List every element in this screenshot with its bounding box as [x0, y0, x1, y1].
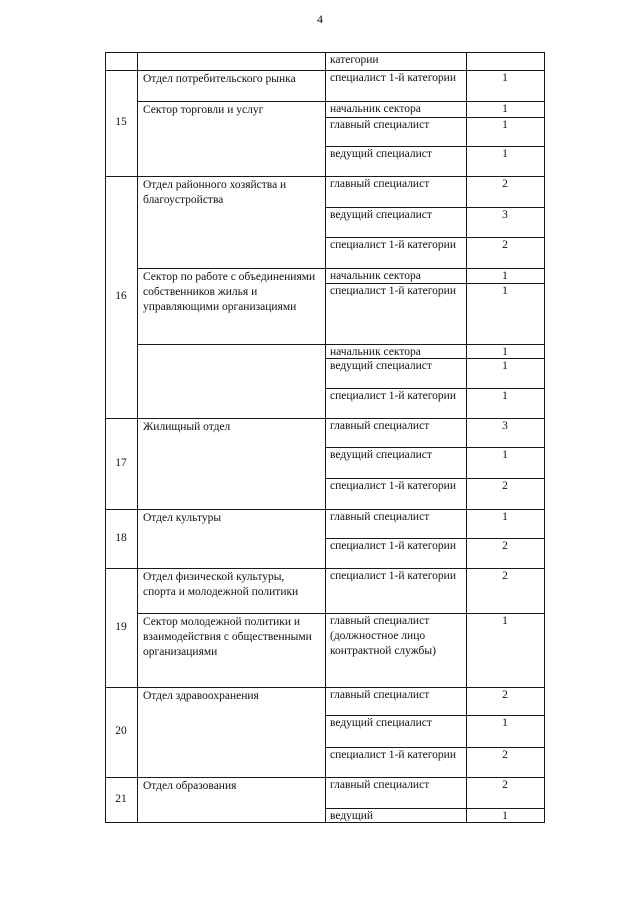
- staff-count: 1: [502, 103, 508, 115]
- position-title: специалист 1-й категории: [330, 239, 456, 251]
- table-hline: [137, 509, 325, 510]
- table-hline: [137, 344, 325, 345]
- table-hline: [137, 101, 325, 102]
- table-hline: [105, 70, 137, 71]
- row-number: 16: [115, 290, 127, 302]
- table-hline: [137, 176, 325, 177]
- row-number: 18: [115, 532, 127, 544]
- staff-count: 1: [502, 270, 508, 282]
- position-title: специалист 1-й категории: [330, 390, 456, 402]
- table-vline: [544, 52, 545, 823]
- position-title: ведущий: [330, 810, 374, 821]
- department-name: [143, 54, 319, 69]
- staff-count: 2: [502, 178, 508, 190]
- table-hline: [105, 418, 137, 419]
- row-number: [107, 53, 135, 69]
- department-name: Отдел здравоохранения: [143, 690, 259, 702]
- table-vline: [325, 52, 326, 823]
- department-name: Отдел культуры: [143, 512, 222, 524]
- table-hline: [137, 613, 325, 614]
- position-title: начальник сектора: [330, 103, 421, 115]
- position-title: ведущий специалист: [330, 209, 432, 221]
- staff-count: 2: [502, 779, 508, 791]
- table-vline: [466, 52, 467, 823]
- position-title: специалист 1-й категории: [330, 72, 456, 84]
- table-hline: [105, 568, 137, 569]
- table-hline: [105, 176, 137, 177]
- position-title: ведущий специалист: [330, 360, 432, 372]
- table-vline: [105, 52, 106, 823]
- table-hline: [105, 687, 137, 688]
- position-title: ведущий специалист: [330, 449, 432, 461]
- position-title: главный специалист: [330, 689, 430, 701]
- table-hline: [137, 268, 325, 269]
- row-number: 15: [115, 116, 127, 128]
- staff-count: 2: [502, 570, 508, 582]
- staff-count: 1: [502, 346, 508, 357]
- position-title: специалист 1-й категории: [330, 540, 456, 552]
- staff-count: 2: [502, 480, 508, 492]
- table-hline: [105, 777, 137, 778]
- staff-count: 2: [502, 540, 508, 552]
- department-name: Отдел физической культуры, спорта и молодежной политики: [143, 571, 299, 598]
- staff-count: 1: [502, 148, 508, 160]
- position-title: категории: [330, 54, 379, 66]
- row-number: 19: [115, 621, 127, 633]
- position-title: ведущий специалист: [330, 717, 432, 729]
- staff-count: 1: [502, 615, 508, 627]
- staff-count: 1: [502, 390, 508, 402]
- table-hline: [137, 687, 325, 688]
- position-title: главный специалист: [330, 420, 430, 432]
- department-name: Отдел потребительского рынка: [143, 73, 296, 85]
- table-hline: [137, 70, 325, 71]
- position-title: начальник сектора: [330, 346, 421, 357]
- table-hline: [137, 777, 325, 778]
- staff-count: 1: [502, 511, 508, 523]
- page-number: 4: [317, 12, 323, 26]
- staff-count: 1: [502, 449, 508, 461]
- department-name: Сектор по работе с объединениями собственников жилья и управляющими организациями: [143, 271, 316, 313]
- position-title: специалист 1-й категории: [330, 480, 456, 492]
- staff-count: 2: [502, 239, 508, 251]
- staff-count: 3: [502, 209, 508, 221]
- table-hline: [105, 822, 545, 823]
- position-title: специалист 1-й категории: [330, 285, 456, 297]
- staff-count: 1: [502, 360, 508, 372]
- department-name: Сектор торговли и услуг: [143, 104, 264, 116]
- row-number: 17: [115, 457, 127, 469]
- department-name: Отдел образования: [143, 780, 237, 792]
- row-number: 21: [115, 793, 127, 805]
- staff-count: 1: [502, 72, 508, 84]
- department-name: Жилищный отдел: [143, 421, 231, 433]
- table-hline: [137, 418, 325, 419]
- position-title: специалист 1-й категории: [330, 749, 456, 761]
- department-name: Сектор молодежной политики и взаимодействия с общественными организациями: [143, 616, 312, 658]
- row-number: 20: [115, 725, 127, 737]
- table-hline: [137, 52, 325, 53]
- staff-count: 1: [502, 119, 508, 131]
- position-title: ведущий специалист: [330, 148, 432, 160]
- position-title: главный специалист: [330, 119, 430, 131]
- department-name: [143, 373, 319, 417]
- position-title: начальник сектора: [330, 270, 421, 282]
- position-title: специалист 1-й категории: [330, 570, 456, 582]
- staff-count: 2: [502, 749, 508, 761]
- staff-count: 3: [502, 420, 508, 432]
- staff-count: 2: [502, 689, 508, 701]
- table-hline: [105, 509, 137, 510]
- table-hline: [137, 568, 325, 569]
- table-vline: [137, 52, 138, 823]
- staff-count: 1: [502, 285, 508, 297]
- staff-count: 1: [502, 810, 508, 821]
- position-title: главный специалист: [330, 178, 430, 190]
- position-title: главный специалист (должностное лицо контрактной службы): [330, 615, 436, 657]
- position-title: главный специалист: [330, 779, 430, 791]
- position-title: главный специалист: [330, 511, 430, 523]
- staff-count: [468, 53, 542, 69]
- staff-count: 1: [502, 717, 508, 729]
- department-name: Отдел районного хозяйства и благоустройства: [143, 179, 287, 206]
